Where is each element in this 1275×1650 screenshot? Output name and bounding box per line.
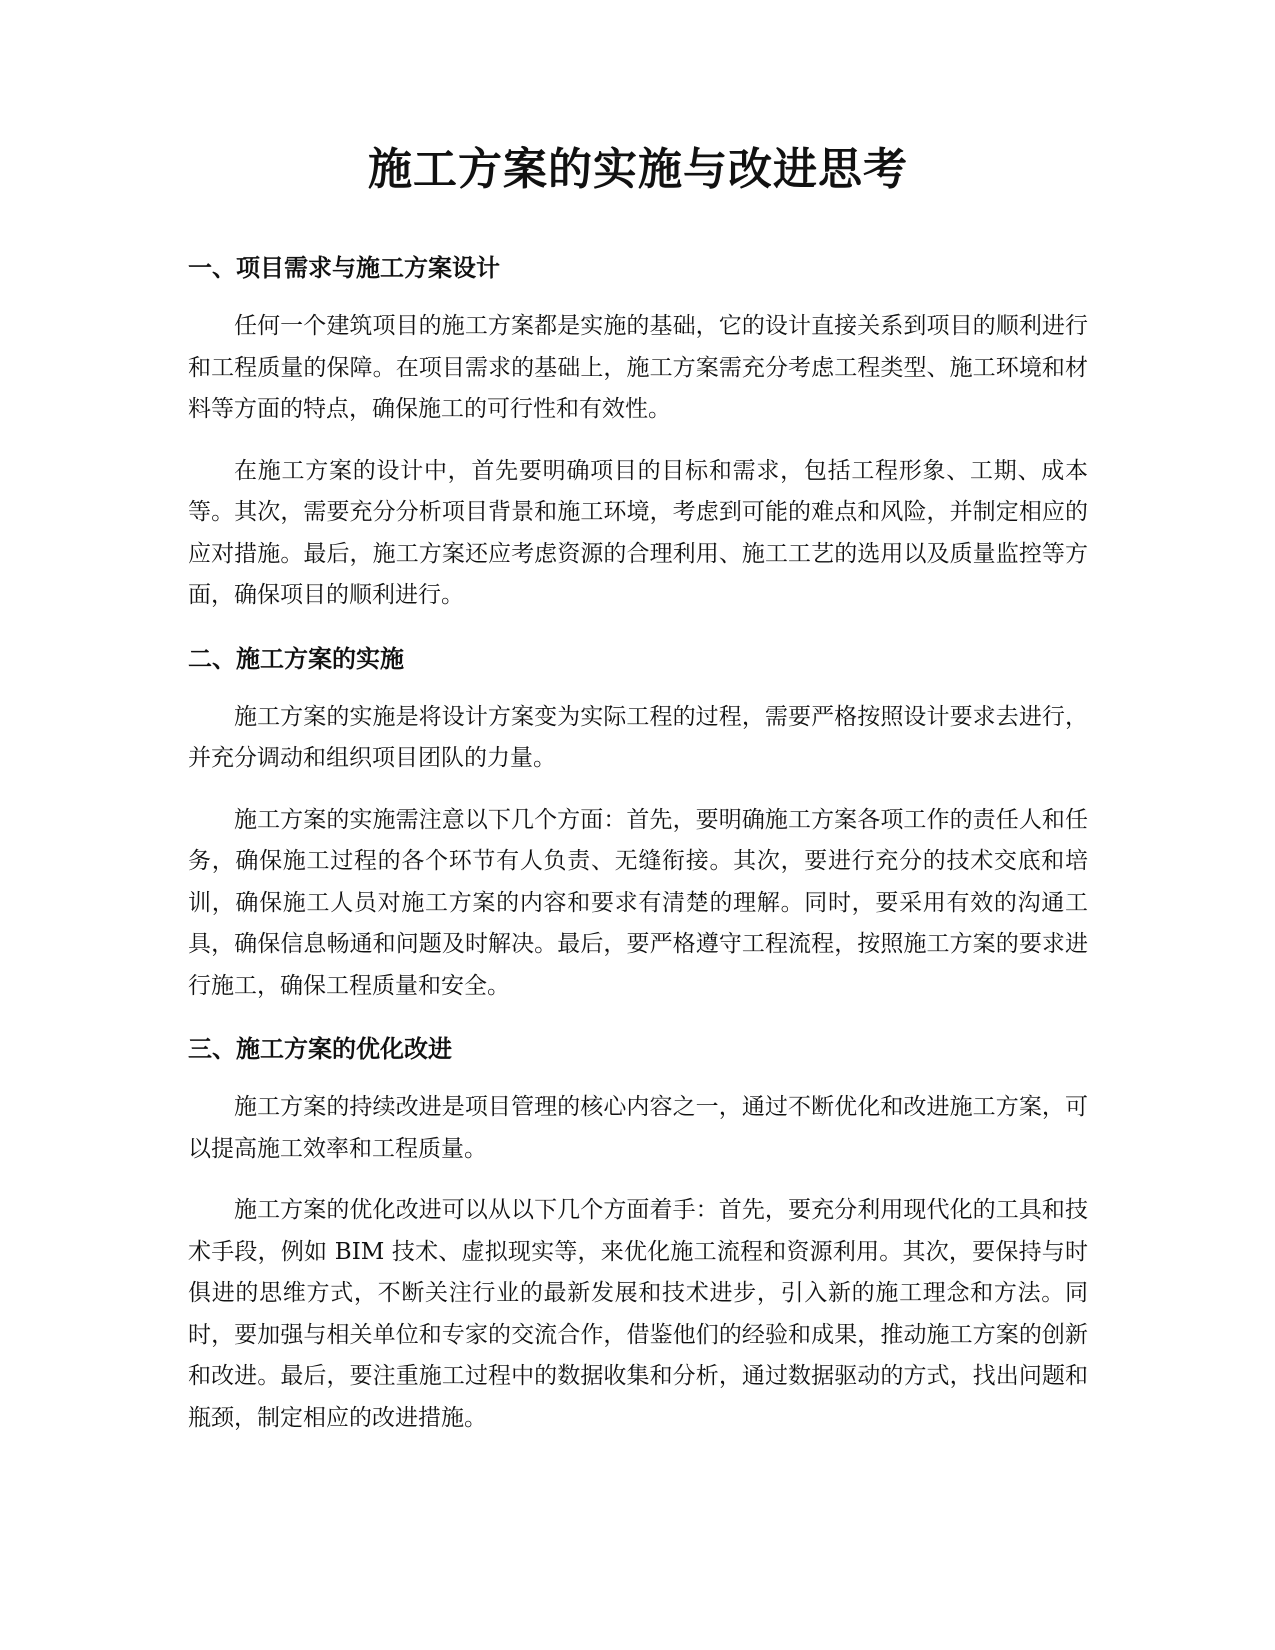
paragraph: 施工方案的持续改进是项目管理的核心内容之一，通过不断优化和改进施工方案，可以提高施工效率和工程质量。	[188, 1094, 1088, 1162]
section-project-requirements	[188, 252, 1088, 617]
document-page	[188, 140, 1088, 1465]
paragraph: 任何一个建筑项目的施工方案都是实施的基础，它的设计直接关系到项目的顺利进行和工程质量的保障。在项目需求的基础上，施工方案需充分考虑工程类型、施工环境和材料等方面的特点，确保施工的可行性和有效性。	[188, 313, 1088, 422]
paragraph: 施工方案的实施需注意以下几个方面：首先，要明确施工方案各项工作的责任人和任务，确保施工过程的各个环节有人负责、无缝衔接。其次，要进行充分的技术交底和培训，确保施工人员对施工方案的内容和要求有清楚的理解。同时，要采用有效的沟通工具，确保信息畅通和问题及时解决。最后，要严格遵守工程流程，按照施工方案的要求进行施工，确保工程质量和安全。	[188, 806, 1088, 999]
paragraph: 施工方案的优化改进可以从以下几个方面着手：首先，要充分利用现代化的工具和技术手段，例如 BIM 技术、虚拟现实等，来优化施工流程和资源利用。其次，要保持与时俱进的思维方式，不断关注行业的最新发展和技术进步，引入新的施工理念和方法。同时，要加强与相关单位和专家的交流合作，借鉴他们的经验和成果，推动施工方案的创新和改进。最后，要注重施工过程中的数据收集和分析，通过数据驱动的方式，找出问题和瓶颈，制定相应的改进措施。	[188, 1197, 1088, 1431]
section-heading: 一、项目需求与施工方案设计	[188, 254, 500, 282]
paragraph: 在施工方案的设计中，首先要明确项目的目标和需求，包括工程形象、工期、成本等。其次，需要充分分析项目背景和施工环境，考虑到可能的难点和风险，并制定相应的应对措施。最后，施工方案还应考虑资源的合理利用、施工工艺的选用以及质量监控等方面，确保项目的顺利进行。	[188, 457, 1088, 608]
section-heading: 二、施工方案的实施	[188, 644, 404, 673]
section-optimization	[188, 1033, 1088, 1439]
section-implementation	[188, 643, 1088, 1008]
section-heading: 三、施工方案的优化改进	[188, 1035, 452, 1063]
document-title: 施工方案的实施与改进思考	[368, 144, 908, 195]
paragraph: 施工方案的实施是将设计方案变为实际工程的过程，需要严格按照设计要求去进行，并充分调动和组织项目团队的力量。	[188, 703, 1088, 771]
